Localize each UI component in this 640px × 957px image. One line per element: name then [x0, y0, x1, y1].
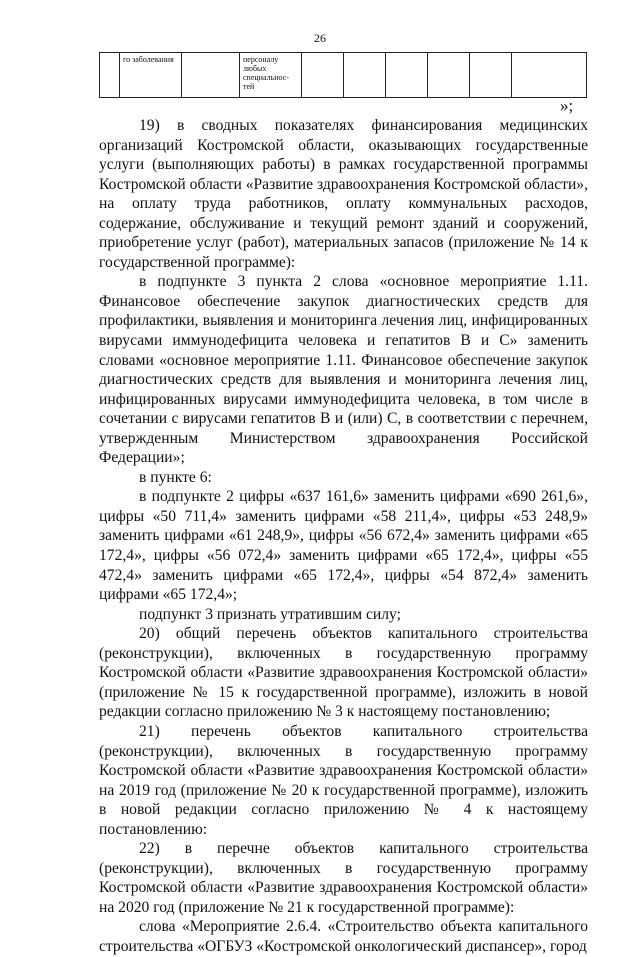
paragraph-words: слова «Мероприятие 2.6.4. «Строительство объекта капитального строительства «ОГБУЗ «Костромской онкологический диспансер», город — [99, 918, 588, 955]
page-number: 26 — [314, 31, 326, 45]
paragraph-item-19: 19) в сводных показателях финансирования медицинских организаций Костромской области, оказывающих государственные услуги (выполняющих работы) в рамках государственной программы Костромской области «Развитие здравоохранения Костромской области», на оплату труда работников, оплату коммунальных расходов, содержание, обслуживание и текущий ремонт зданий и сооружений, приобретение услуг (работ), материальных запасов (приложение № 14 к государственной программе): — [99, 117, 588, 271]
body-text — [99, 116, 588, 957]
table-cell — [100, 53, 120, 98]
table-cell: го заболевания — [120, 53, 182, 98]
table-cell — [344, 53, 386, 98]
paragraph-item-21: 21) перечень объектов капитального строительства (реконструкции), включенных в государственную программу Костромской области «Развитие здравоохранения Костромской области» на 2019 год (приложение № 20 к государственной программе), изложить в новой редакции согласно приложению № 4 к настоящему постановлению: — [99, 722, 588, 838]
table-cell — [182, 53, 240, 98]
paragraph-point-6: в пункте 6: — [139, 468, 212, 486]
paragraph-subpoint-2-figures: в подпункте 2 цифры «637 161,6» заменить цифрами «690 261,6», цифры «50 711,4» заменить цифрами «58 211,4», цифры «53 248,9» заменить цифрами «61 248,9», цифры «56 672,4» заменить цифрами «65 172,4», цифры «56 072,4» заменить цифрами «65 172,4», цифры «55 472,4» заменить цифрами «65 172,4», цифры «54 872,4» заменить цифрами «65 172,4»; — [99, 488, 588, 604]
closing-quote: »; — [560, 96, 574, 115]
table-cell — [302, 53, 344, 98]
table-fragment — [99, 52, 587, 98]
paragraph-item-20: 20) общий перечень объектов капитального строительства (реконструкции), включенных в государственную программу Костромской области «Развитие здравоохранения Костромской области» (приложение № 15 к государственной программе), изложить в новой редакции согласно приложению № 3 к настоящему постановлению; — [99, 625, 588, 721]
table-cell — [386, 53, 428, 98]
table-cell — [470, 53, 512, 98]
table-cell: персоналу любых специальнос-тей — [240, 53, 302, 98]
table-cell — [512, 53, 587, 98]
paragraph-item-22: 22) в перечне объектов капитального строительства (реконструкции), включенных в государственную программу Костромской области «Развитие здравоохранения Костромской области» на 2020 год (приложение № 21 к государственной программе): — [99, 840, 588, 916]
table-row — [100, 53, 587, 98]
paragraph-subpoint-3-void: подпункт 3 признать утратившим силу; — [139, 605, 401, 623]
table-cell — [428, 53, 470, 98]
paragraph-subpoint-3: в подпункте 3 пункта 2 слова «основное мероприятие 1.11. Финансовое обеспечение закупок диагностических средств для профилактики, выявления и мониторинга лечения лиц, инфицированных вирусами иммунодефицита человека и гепатитов В и С» заменить словами «основное мероприятие 1.11. Финансовое обеспечение закупок диагностических средств для выявления и мониторинга лечения лиц, инфицированных вирусами иммунодефицита человека, в том числе в сочетании с вирусами гепатитов В и (или) С, в соответствии с перечнем, утвержденным Министерством здравоохранения Российской Федерации»; — [99, 273, 588, 467]
